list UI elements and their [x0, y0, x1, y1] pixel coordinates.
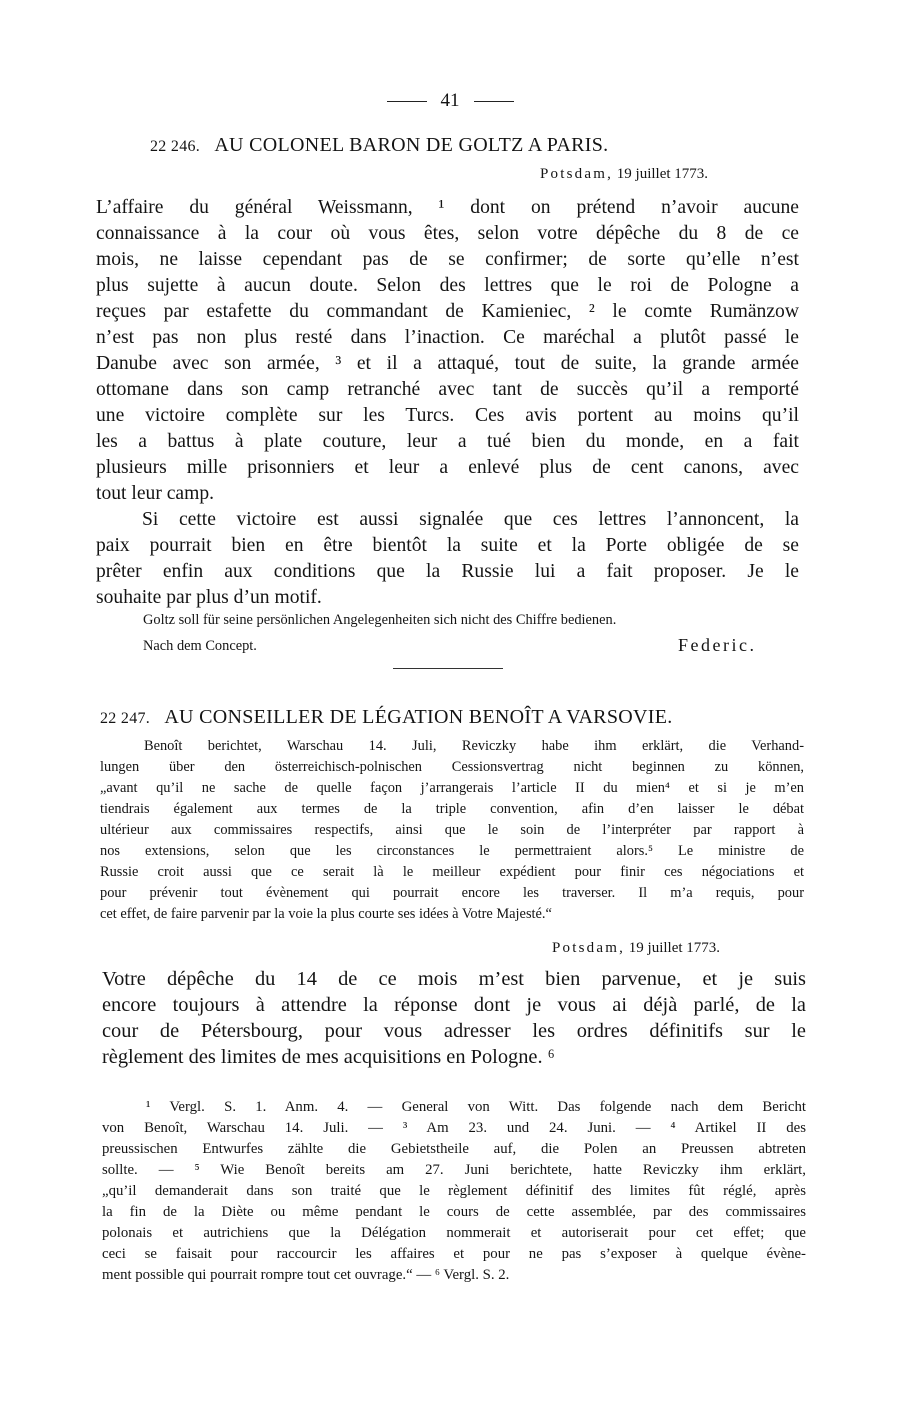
- letter2-title: AU CONSEILLER DE LÉGATION BENOÎT A VARSOVIE.: [164, 706, 673, 728]
- letter2-summary-line: pour prévenir tout évènement qui pourrait encore les traverser. Il m’a requis, pour: [100, 885, 804, 901]
- letter2-summary-line: lungen über den österreichisch-polnischen Cessionsvertrag nicht beginnen zu können,: [100, 759, 804, 775]
- letter1-line: une victoire complète sur les Turcs. Ces avis portent au moins qu’il: [96, 405, 799, 426]
- letter1-date: 19 juillet 1773.: [616, 166, 709, 182]
- letter1-heading: [150, 134, 608, 157]
- letter2-summary-line: cet effet, de faire parvenir par la voie la plus courte ses idées à Votre Majesté.“: [100, 906, 552, 922]
- letter1-line: Si cette victoire est aussi signalée que ces lettres l’annoncent, la: [142, 509, 799, 530]
- letter2-dateline: [552, 940, 720, 957]
- letter1-line: plus sujette à aucun doute. Selon des lettres que le roi de Pologne a: [96, 275, 799, 296]
- footnote-line: polonais et autrichiens que la Délégation nommerait et autoriserait pour cet effet; que: [102, 1225, 806, 1241]
- page-number-text: 41: [440, 90, 460, 111]
- letter1-title: AU COLONEL BARON DE GOLTZ A PARIS.: [214, 134, 609, 156]
- footnotes: [102, 1097, 806, 1286]
- footnote-line: „qu’il demanderait dans son traité que le règlement définitif des limites fût réglé, après: [102, 1183, 806, 1199]
- letter1-line: mois, ne laisse cependant pas de se confirmer; de sorte qu’elle n’est: [96, 249, 799, 270]
- letter1-line: plusieurs mille prisonniers et leur a enlevé plus de cent canons, avec: [96, 457, 799, 478]
- page-number: [0, 90, 900, 112]
- letter1-line: Danube avec son armée, ³ et il a attaqué, tout de suite, la grande armée: [96, 353, 799, 374]
- letter1-line: souhaite par plus d’un motif.: [96, 587, 322, 608]
- page-number-right-dash: [474, 101, 514, 102]
- footnote-line: ment possible qui pourrait rompre tout cet ouvrage.“ — ⁶ Vergl. S. 2.: [102, 1267, 510, 1283]
- letter1-line: les a battus à plate couture, leur a tué bien du monde, en a fait: [96, 431, 799, 452]
- letter2-line: règlement des limites de mes acquisitions en Pologne. ⁶: [102, 1046, 555, 1068]
- letter1-line: n’est pas non plus resté dans l’inaction. Ce maréchal a plutôt passé le: [96, 327, 799, 348]
- footnote-line: sollte. — ⁵ Wie Benoît bereits am 27. Juni berichtete, hatte Reviczky ihm erklärt,: [102, 1162, 806, 1178]
- page-number-left-dash: [387, 101, 427, 102]
- letter1-place: Potsdam,: [540, 166, 614, 182]
- letter1-line: tout leur camp.: [96, 483, 215, 504]
- footnote-line: ¹ Vergl. S. 1. Anm. 4. — General von Witt. Das folgende nach dem Bericht: [146, 1099, 806, 1115]
- footnote-line: von Benoît, Warschau 14. Juli. — ³ Am 23. und 24. Juni. — ⁴ Artikel II des: [102, 1120, 806, 1136]
- letter2-summary-line: ultérieur aux commissaires respectifs, ainsi que le soin de l’interpréter par rapport à: [100, 822, 804, 838]
- footnote-line: la fin de la Diète ou même pendant le cours de cette assemblée, par des commissaires: [102, 1204, 806, 1220]
- footnote-line: preussischen Entwurfes zählte die Gebietstheile auf, die Polen an Preussen abtreten: [102, 1141, 806, 1157]
- letter1-line: L’affaire du général Weissmann, ¹ dont on prétend n’avoir aucune: [96, 197, 799, 218]
- letter2-place: Potsdam,: [552, 940, 626, 956]
- letter2-summary-line: Russie croit aussi que ce serait là le meilleur expédient pour finir ces négociations et: [100, 864, 804, 880]
- letter2-summary-line: „avant qu’il ne sache de quelle façon j’arrangerais l’article II du mien⁴ et si je m’en: [100, 780, 804, 796]
- letter2-heading: [100, 706, 673, 729]
- footnote-line: ceci se faisait pour raccourcir les affaires et pour ne pas s’exposer à quelque évène-: [102, 1246, 806, 1262]
- letter2-summary: [100, 736, 804, 925]
- letter1-line: connaissance à la cour où vous êtes, selon votre dépêche du 8 de ce: [96, 223, 799, 244]
- letter1-line: ottomane dans son camp retranché avec tant de succès qu’il a remporté: [96, 379, 799, 400]
- letter2-summary-line: nos extensions, selon que les circonstances le permettraient alors.⁵ Le ministre de: [100, 843, 804, 859]
- letter2-line: cour de Pétersbourg, pour vous adresser les ordres définitifs sur le: [102, 1020, 806, 1042]
- letter1-note: Goltz soll für seine persönlichen Angelegenheiten sich nicht des Chiffre bedienen.: [143, 612, 617, 628]
- letter1-number: 22 246.: [150, 138, 201, 155]
- letter2-summary-line: tiendrais également aux termes de la triple convention, afin d’en laisser le débat: [100, 801, 804, 817]
- letter1-line: prêter enfin aux conditions que la Russie lui a fait proposer. Je le: [96, 561, 799, 582]
- letter1-body: [96, 195, 799, 611]
- letter1-line: reçues par estafette du commandant de Kamieniec, ² le comte Rumänzow: [96, 301, 799, 322]
- letter1-signature: Federic.: [678, 635, 757, 655]
- letter2-number: 22 247.: [100, 710, 151, 727]
- letter2-line: encore toujours à attendre la réponse dont je vous ai déjà parlé, de la: [102, 994, 806, 1016]
- letter1-dateline: [540, 166, 708, 183]
- letter1-source: Nach dem Concept.: [143, 638, 257, 654]
- section-divider: [393, 668, 503, 669]
- letter2-summary-line: Benoît berichtet, Warschau 14. Juli, Reviczky habe ihm erklärt, die Verhand-: [144, 738, 804, 754]
- letter1-line: paix pourrait bien en être bientôt la suite et la Porte obligée de se: [96, 535, 799, 556]
- letter2-line: Votre dépêche du 14 de ce mois m’est bien parvenue, et je suis: [102, 968, 806, 990]
- letter2-date: 19 juillet 1773.: [628, 940, 721, 956]
- letter2-body: [102, 966, 806, 1070]
